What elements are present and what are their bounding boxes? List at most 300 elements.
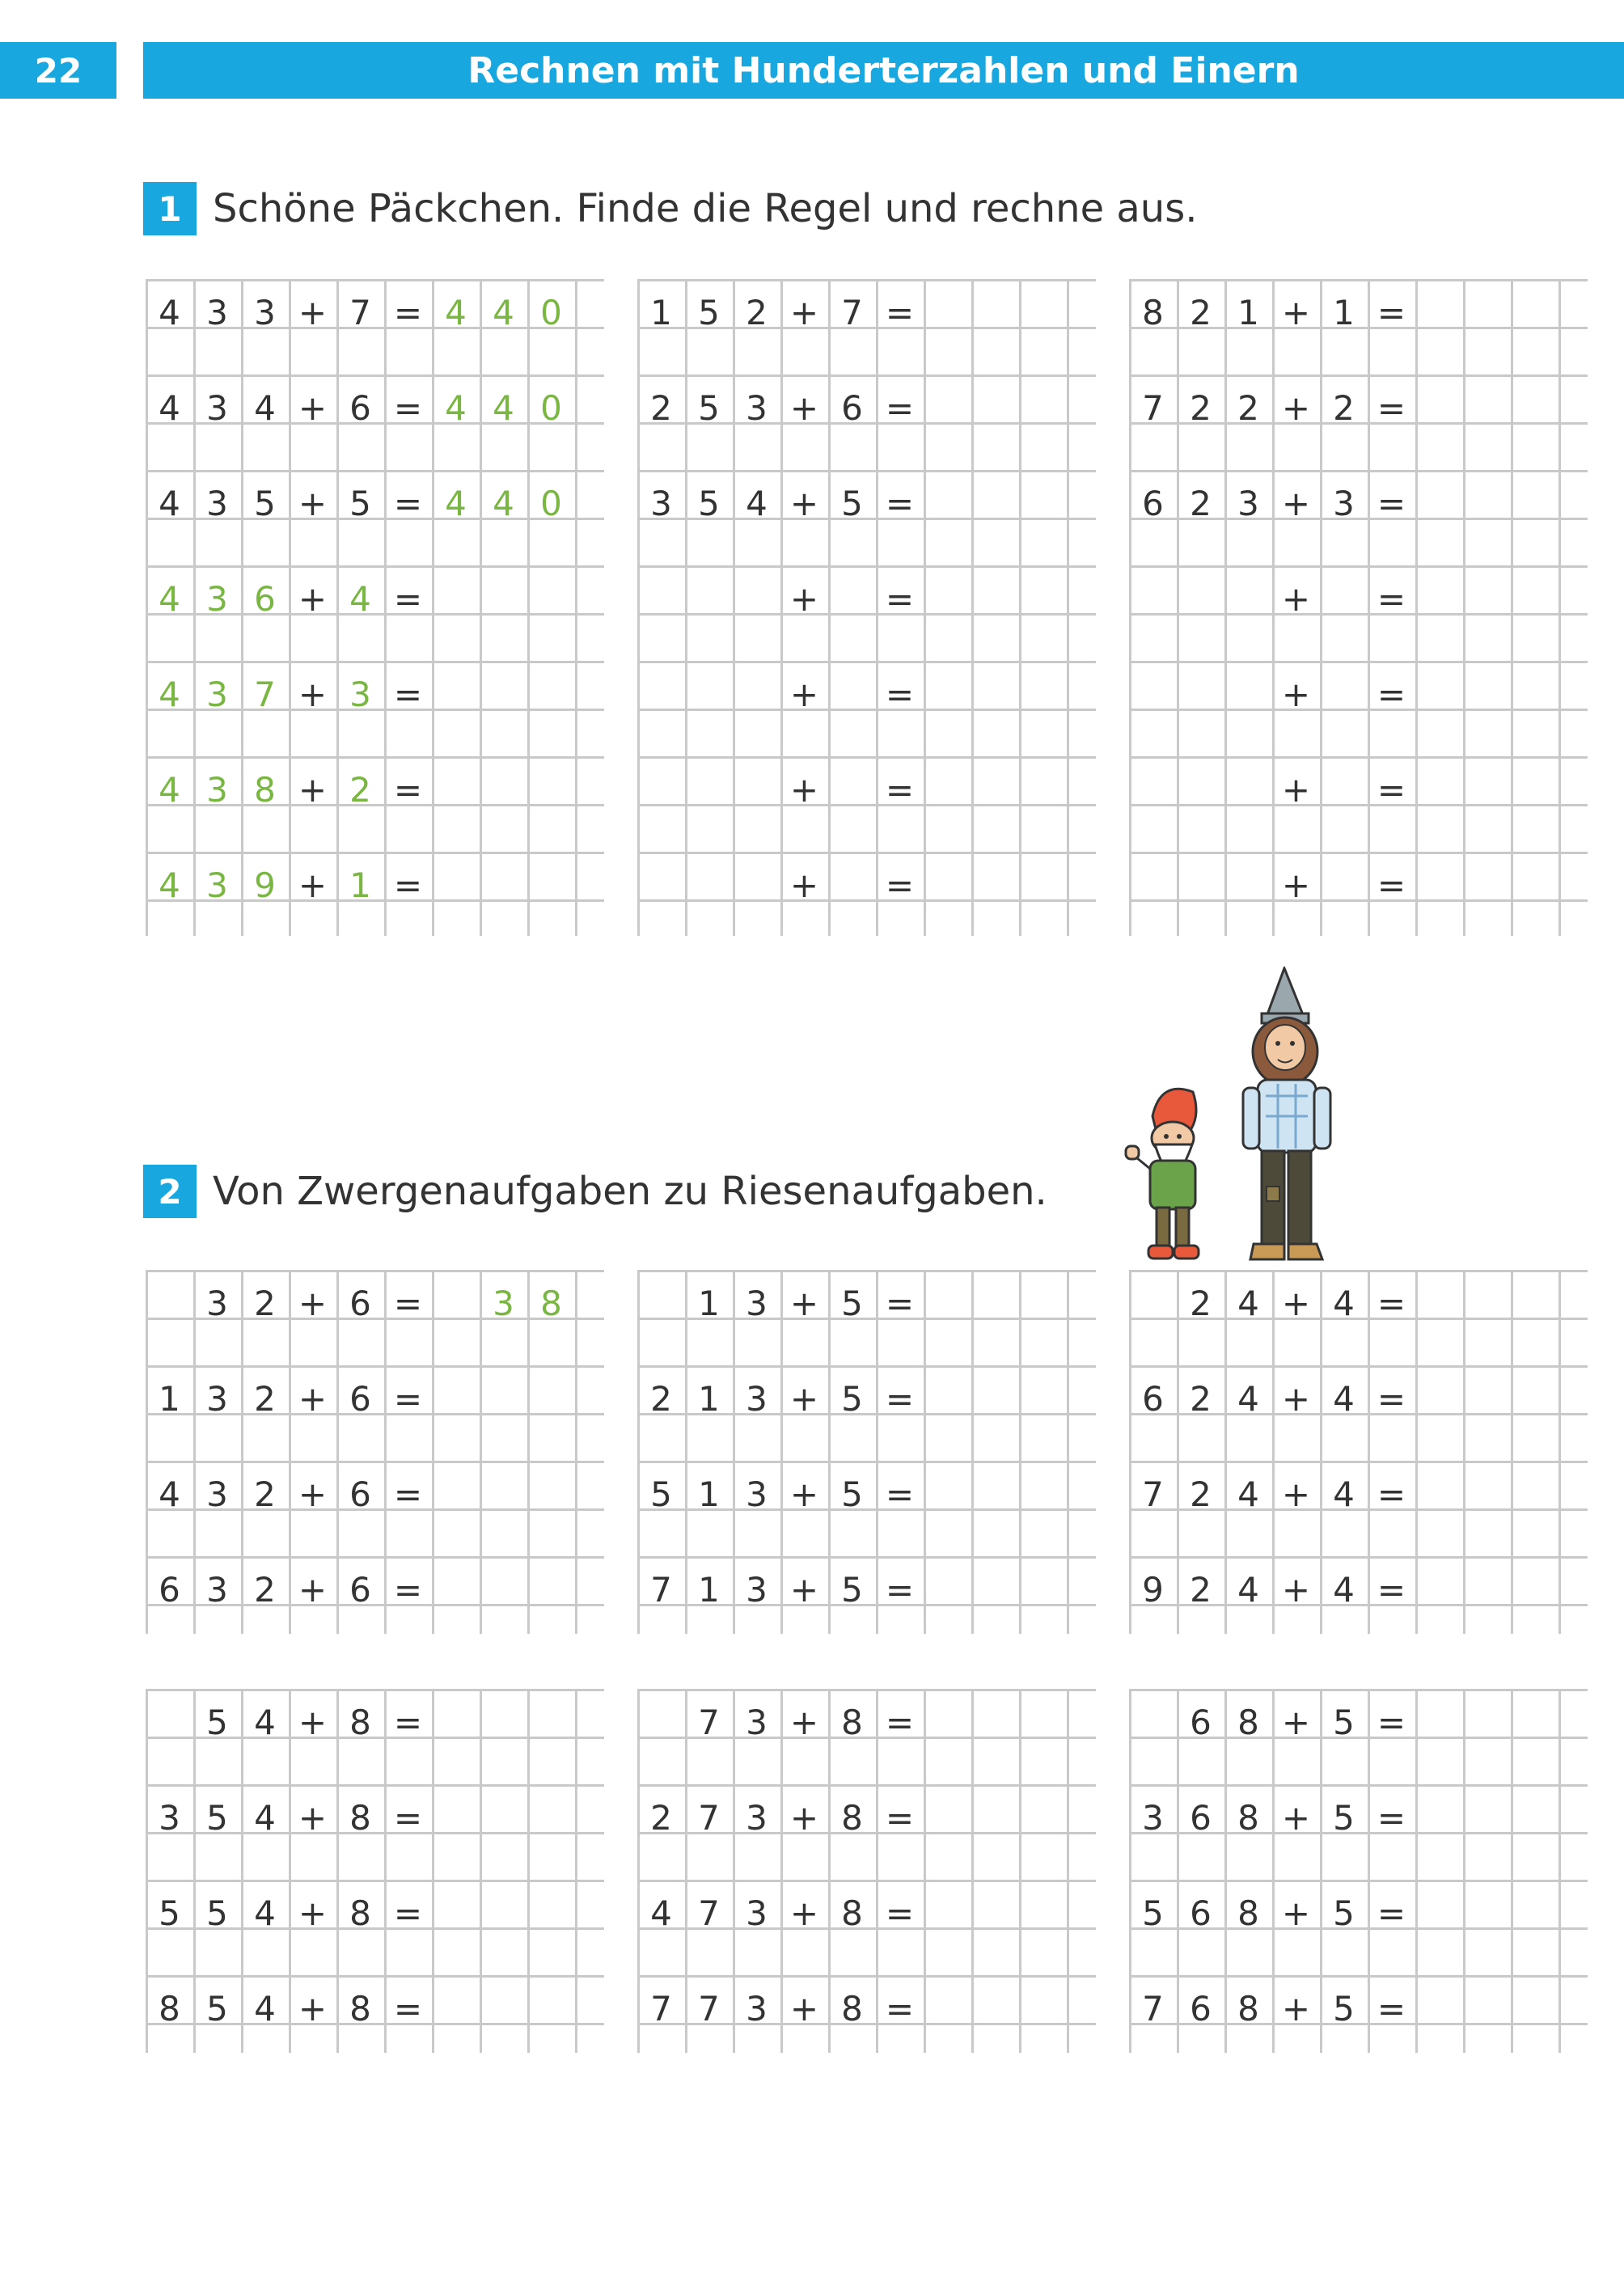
digit-cell: +	[298, 1893, 328, 1933]
digit-cell: 1	[698, 1284, 720, 1323]
digit-cell: 3	[746, 1893, 768, 1933]
empty-cell[interactable]	[527, 1889, 575, 1937]
empty-cell[interactable]	[527, 671, 575, 718]
empty-cell[interactable]	[685, 861, 733, 909]
task-2-number: 2	[143, 1165, 197, 1218]
empty-cell[interactable]	[1511, 289, 1558, 336]
equation-row	[637, 480, 1067, 527]
empty-cell[interactable]	[1019, 1280, 1067, 1327]
empty-cell[interactable]	[432, 1985, 480, 2033]
digit-cell: 7	[1142, 388, 1164, 428]
empty-cell[interactable]	[432, 575, 480, 623]
empty-cell[interactable]	[480, 861, 527, 909]
empty-cell[interactable]	[1019, 1375, 1067, 1423]
digit-cell: 4	[254, 1798, 276, 1838]
equation-row	[637, 575, 1067, 623]
equation-row	[146, 289, 575, 336]
digit-cell: 4	[254, 1893, 276, 1933]
empty-cell[interactable]	[1415, 671, 1463, 718]
digit-cell: =	[885, 1570, 915, 1610]
digit-cell: =	[393, 1570, 423, 1610]
digit-cell: +	[298, 1284, 328, 1323]
empty-cell[interactable]	[924, 1794, 971, 1842]
equation-row	[1129, 766, 1558, 814]
empty-cell[interactable]	[971, 289, 1019, 336]
empty-cell[interactable]	[432, 1699, 480, 1746]
task-1-number: 1	[143, 182, 197, 235]
empty-cell[interactable]	[971, 384, 1019, 432]
digit-cell: =	[393, 293, 423, 332]
empty-cell[interactable]	[1320, 766, 1368, 814]
equation-row	[146, 1280, 575, 1327]
empty-cell[interactable]	[971, 1470, 1019, 1518]
empty-cell[interactable]	[1511, 1794, 1558, 1842]
digit-cell: =	[885, 388, 915, 428]
empty-cell[interactable]	[527, 1794, 575, 1842]
empty-cell[interactable]	[1320, 671, 1368, 718]
empty-cell[interactable]	[924, 384, 971, 432]
empty-cell[interactable]	[1019, 1470, 1067, 1518]
digit-cell: 8	[159, 1989, 180, 2029]
empty-cell[interactable]	[1511, 1566, 1558, 1614]
digit-cell: 3	[206, 1570, 228, 1610]
digit-cell: +	[789, 293, 819, 332]
empty-cell[interactable]	[1415, 289, 1463, 336]
digit-cell: 5	[841, 484, 863, 523]
digit-cell: 1	[1333, 293, 1355, 332]
digit-cell: +	[298, 865, 328, 905]
digit-cell: 4	[159, 388, 180, 428]
empty-cell[interactable]	[971, 575, 1019, 623]
empty-cell[interactable]	[480, 1699, 527, 1746]
digit-cell: 3	[206, 388, 228, 428]
empty-cell[interactable]	[924, 1470, 971, 1518]
empty-cell[interactable]	[1019, 1985, 1067, 2033]
empty-cell[interactable]	[1463, 1375, 1511, 1423]
digit-cell: 2	[254, 1570, 276, 1610]
digit-cell: +	[789, 675, 819, 714]
digit-cell: 0	[540, 388, 562, 428]
digit-cell: 5	[206, 1893, 228, 1933]
empty-cell[interactable]	[1415, 861, 1463, 909]
digit-cell: 7	[698, 1989, 720, 2029]
digit-cell: +	[298, 1474, 328, 1514]
empty-cell[interactable]	[146, 1280, 193, 1327]
digit-cell: 2	[254, 1379, 276, 1419]
digit-cell: +	[1281, 1284, 1311, 1323]
digit-cell: +	[789, 865, 819, 905]
empty-cell[interactable]	[828, 575, 876, 623]
digit-cell: 2	[1237, 388, 1259, 428]
empty-cell[interactable]	[432, 1470, 480, 1518]
equation-row	[1129, 1470, 1558, 1518]
empty-cell[interactable]	[1511, 575, 1558, 623]
empty-cell[interactable]	[1019, 671, 1067, 718]
digit-cell: =	[885, 1474, 915, 1514]
digit-cell: =	[1377, 484, 1406, 523]
empty-cell[interactable]	[1463, 1794, 1511, 1842]
empty-cell[interactable]	[733, 861, 780, 909]
equation-row	[1129, 1375, 1558, 1423]
empty-cell[interactable]	[1019, 1794, 1067, 1842]
digit-cell: 5	[1142, 1893, 1164, 1933]
empty-cell[interactable]	[971, 766, 1019, 814]
empty-cell[interactable]	[1129, 575, 1177, 623]
digit-cell: 5	[841, 1474, 863, 1514]
digit-cell: 7	[650, 1989, 672, 2029]
empty-cell[interactable]	[1463, 1985, 1511, 2033]
empty-cell[interactable]	[1463, 384, 1511, 432]
empty-cell[interactable]	[480, 1985, 527, 2033]
digit-cell: 5	[841, 1570, 863, 1610]
digit-cell: 7	[698, 1703, 720, 1742]
empty-cell[interactable]	[733, 766, 780, 814]
digit-cell: +	[789, 1379, 819, 1419]
digit-cell: 3	[746, 1474, 768, 1514]
empty-cell[interactable]	[971, 1985, 1019, 2033]
digit-cell: 3	[746, 1570, 768, 1610]
digit-cell: +	[298, 1570, 328, 1610]
empty-cell[interactable]	[432, 1375, 480, 1423]
empty-cell[interactable]	[685, 575, 733, 623]
empty-cell[interactable]	[527, 575, 575, 623]
digit-cell: =	[393, 1703, 423, 1742]
empty-cell[interactable]	[1129, 1699, 1177, 1746]
digit-cell: =	[393, 579, 423, 619]
empty-cell[interactable]	[637, 1280, 685, 1327]
empty-cell[interactable]	[1415, 1889, 1463, 1937]
empty-cell[interactable]	[971, 1794, 1019, 1842]
empty-cell[interactable]	[1019, 1699, 1067, 1746]
equation-row	[1129, 1889, 1558, 1937]
empty-cell[interactable]	[685, 671, 733, 718]
empty-cell[interactable]	[924, 1985, 971, 2033]
empty-cell[interactable]	[1415, 1699, 1463, 1746]
digit-cell: 6	[349, 1474, 371, 1514]
empty-cell[interactable]	[924, 1280, 971, 1327]
empty-cell[interactable]	[685, 766, 733, 814]
digit-cell: 2	[1190, 484, 1212, 523]
empty-cell[interactable]	[1463, 480, 1511, 527]
empty-cell[interactable]	[1463, 575, 1511, 623]
empty-cell[interactable]	[733, 575, 780, 623]
equation-row	[637, 1375, 1067, 1423]
digit-cell: 3	[650, 484, 672, 523]
empty-cell[interactable]	[971, 480, 1019, 527]
equation-row	[146, 575, 575, 623]
digit-cell: 5	[1333, 1893, 1355, 1933]
equation-row	[637, 1566, 1067, 1614]
digit-cell: 5	[1333, 1989, 1355, 2029]
empty-cell[interactable]	[432, 1280, 480, 1327]
digit-cell: +	[789, 1989, 819, 2029]
digit-cell: =	[393, 388, 423, 428]
task-2-grid-bottom-right	[1129, 1689, 1588, 2053]
digit-cell: 1	[1237, 293, 1259, 332]
empty-cell[interactable]	[527, 861, 575, 909]
equation-row	[1129, 1794, 1558, 1842]
empty-cell[interactable]	[480, 1375, 527, 1423]
digit-cell: 7	[698, 1893, 720, 1933]
digit-cell: 2	[650, 1379, 672, 1419]
digit-cell: +	[298, 293, 328, 332]
empty-cell[interactable]	[432, 766, 480, 814]
digit-cell: +	[298, 1798, 328, 1838]
empty-cell[interactable]	[733, 671, 780, 718]
empty-cell[interactable]	[480, 671, 527, 718]
digit-cell: 2	[254, 1284, 276, 1323]
empty-cell[interactable]	[146, 1699, 193, 1746]
empty-cell[interactable]	[1463, 671, 1511, 718]
empty-cell[interactable]	[971, 1566, 1019, 1614]
digit-cell: 4	[1333, 1284, 1355, 1323]
empty-cell[interactable]	[1511, 1470, 1558, 1518]
digit-cell: +	[1281, 1474, 1311, 1514]
digit-cell: 4	[254, 1703, 276, 1742]
digit-cell: 6	[159, 1570, 180, 1610]
empty-cell[interactable]	[924, 1375, 971, 1423]
empty-cell[interactable]	[1177, 766, 1224, 814]
empty-cell[interactable]	[1177, 575, 1224, 623]
task-1-header	[143, 182, 1197, 235]
empty-cell[interactable]	[1463, 861, 1511, 909]
equation-row	[637, 289, 1067, 336]
empty-cell[interactable]	[1129, 671, 1177, 718]
digit-cell: 4	[1237, 1570, 1259, 1610]
digit-cell: +	[298, 484, 328, 523]
empty-cell[interactable]	[924, 1889, 971, 1937]
empty-cell[interactable]	[1463, 1566, 1511, 1614]
empty-cell[interactable]	[637, 671, 685, 718]
empty-cell[interactable]	[527, 1375, 575, 1423]
digit-cell: 6	[1142, 1379, 1164, 1419]
digit-cell: 4	[650, 1893, 672, 1933]
empty-cell[interactable]	[1320, 575, 1368, 623]
digit-cell: =	[1377, 1284, 1406, 1323]
empty-cell[interactable]	[1511, 1699, 1558, 1746]
equation-row	[146, 766, 575, 814]
digit-cell: =	[393, 1989, 423, 2029]
empty-cell[interactable]	[971, 861, 1019, 909]
empty-cell[interactable]	[1415, 1566, 1463, 1614]
digit-cell: +	[1281, 1570, 1311, 1610]
empty-cell[interactable]	[527, 766, 575, 814]
empty-cell[interactable]	[1019, 1889, 1067, 1937]
empty-cell[interactable]	[924, 766, 971, 814]
empty-cell[interactable]	[924, 861, 971, 909]
digit-cell: 5	[159, 1893, 180, 1933]
empty-cell[interactable]	[1415, 480, 1463, 527]
empty-cell[interactable]	[971, 671, 1019, 718]
digit-cell: =	[1377, 1989, 1406, 2029]
empty-cell[interactable]	[1320, 861, 1368, 909]
empty-cell[interactable]	[1415, 1470, 1463, 1518]
task-2-header	[143, 1165, 1047, 1218]
empty-cell[interactable]	[527, 1985, 575, 2033]
gnome-and-giant-illustration	[1124, 967, 1391, 1290]
empty-cell[interactable]	[1415, 1375, 1463, 1423]
empty-cell[interactable]	[1463, 1889, 1511, 1937]
equation-row	[1129, 1566, 1558, 1614]
empty-cell[interactable]	[1463, 766, 1511, 814]
digit-cell: 3	[206, 484, 228, 523]
digit-cell: 5	[349, 484, 371, 523]
digit-cell: +	[298, 770, 328, 810]
digit-cell: =	[885, 484, 915, 523]
empty-cell[interactable]	[480, 1470, 527, 1518]
empty-cell[interactable]	[1511, 1985, 1558, 2033]
task-2-instruction: Von Zwergenaufgaben zu Riesenaufgaben.	[213, 1169, 1047, 1214]
empty-cell[interactable]	[1019, 384, 1067, 432]
empty-cell[interactable]	[1415, 384, 1463, 432]
empty-cell[interactable]	[432, 671, 480, 718]
equation-row	[146, 671, 575, 718]
empty-cell[interactable]	[1177, 861, 1224, 909]
empty-cell[interactable]	[828, 671, 876, 718]
empty-cell[interactable]	[1415, 1794, 1463, 1842]
empty-cell[interactable]	[1224, 575, 1272, 623]
empty-cell[interactable]	[1177, 671, 1224, 718]
empty-cell[interactable]	[1019, 480, 1067, 527]
empty-cell[interactable]	[1511, 671, 1558, 718]
equation-row	[1129, 1699, 1558, 1746]
digit-cell: =	[885, 1379, 915, 1419]
empty-cell[interactable]	[432, 1794, 480, 1842]
digit-cell: =	[393, 770, 423, 810]
empty-cell[interactable]	[480, 1889, 527, 1937]
task-2-grid-top-middle	[637, 1270, 1096, 1634]
empty-cell[interactable]	[971, 1280, 1019, 1327]
empty-cell[interactable]	[1129, 861, 1177, 909]
empty-cell[interactable]	[1019, 861, 1067, 909]
empty-cell[interactable]	[480, 1794, 527, 1842]
digit-cell: +	[1281, 865, 1311, 905]
digit-cell: =	[1377, 1703, 1406, 1742]
empty-cell[interactable]	[828, 766, 876, 814]
empty-cell[interactable]	[971, 1889, 1019, 1937]
digit-cell: 3	[746, 1798, 768, 1838]
empty-cell[interactable]	[1224, 766, 1272, 814]
page-title: Rechnen mit Hunderterzahlen und Einern	[143, 42, 1624, 99]
digit-cell: 4	[445, 484, 467, 523]
empty-cell[interactable]	[1511, 766, 1558, 814]
empty-cell[interactable]	[924, 575, 971, 623]
empty-cell[interactable]	[924, 480, 971, 527]
empty-cell[interactable]	[1415, 575, 1463, 623]
digit-cell: 1	[349, 865, 371, 905]
empty-cell[interactable]	[1463, 1470, 1511, 1518]
digit-cell: =	[885, 865, 915, 905]
empty-cell[interactable]	[1019, 575, 1067, 623]
empty-cell[interactable]	[924, 1566, 971, 1614]
empty-cell[interactable]	[1511, 1280, 1558, 1327]
digit-cell: 5	[206, 1989, 228, 2029]
empty-cell[interactable]	[1511, 384, 1558, 432]
digit-cell: =	[1377, 388, 1406, 428]
digit-cell: 5	[698, 293, 720, 332]
digit-cell: 8	[1237, 1893, 1259, 1933]
task-2-grid-top-right	[1129, 1270, 1588, 1634]
empty-cell[interactable]	[1224, 671, 1272, 718]
equation-row	[146, 1699, 575, 1746]
empty-cell[interactable]	[924, 671, 971, 718]
empty-cell[interactable]	[480, 575, 527, 623]
empty-cell[interactable]	[971, 1699, 1019, 1746]
empty-cell[interactable]	[432, 861, 480, 909]
empty-cell[interactable]	[1463, 1699, 1511, 1746]
equation-row	[637, 1280, 1067, 1327]
empty-cell[interactable]	[1415, 1280, 1463, 1327]
empty-cell[interactable]	[1511, 1375, 1558, 1423]
empty-cell[interactable]	[1511, 1889, 1558, 1937]
digit-cell: 6	[1190, 1798, 1212, 1838]
equation-row	[1129, 384, 1558, 432]
empty-cell[interactable]	[924, 289, 971, 336]
empty-cell[interactable]	[1511, 861, 1558, 909]
digit-cell: +	[1281, 484, 1311, 523]
digit-cell: =	[885, 675, 915, 714]
empty-cell[interactable]	[480, 766, 527, 814]
equation-row	[146, 1889, 575, 1937]
empty-cell[interactable]	[828, 861, 876, 909]
empty-cell[interactable]	[527, 1470, 575, 1518]
empty-cell[interactable]	[637, 1699, 685, 1746]
empty-cell[interactable]	[637, 861, 685, 909]
digit-cell: 2	[1190, 1570, 1212, 1610]
digit-cell: =	[1377, 579, 1406, 619]
equation-row	[637, 384, 1067, 432]
empty-cell[interactable]	[1224, 861, 1272, 909]
digit-cell: 1	[698, 1379, 720, 1419]
empty-cell[interactable]	[1463, 1280, 1511, 1327]
digit-cell: =	[885, 579, 915, 619]
equation-row	[637, 1794, 1067, 1842]
equation-row	[1129, 671, 1558, 718]
digit-cell: 8	[841, 1989, 863, 2029]
empty-cell[interactable]	[527, 1699, 575, 1746]
empty-cell[interactable]	[924, 1699, 971, 1746]
empty-cell[interactable]	[637, 766, 685, 814]
empty-cell[interactable]	[432, 1566, 480, 1614]
giant-figure	[1243, 968, 1330, 1259]
digit-cell: 4	[159, 865, 180, 905]
digit-cell: 4	[254, 388, 276, 428]
digit-cell: 4	[493, 484, 514, 523]
digit-cell: 5	[650, 1474, 672, 1514]
empty-cell[interactable]	[1415, 1985, 1463, 2033]
empty-cell[interactable]	[1019, 289, 1067, 336]
digit-cell: 5	[698, 388, 720, 428]
digit-cell: +	[298, 1989, 328, 2029]
digit-cell: 4	[445, 388, 467, 428]
empty-cell[interactable]	[1511, 480, 1558, 527]
digit-cell: 6	[254, 579, 276, 619]
empty-cell[interactable]	[1019, 1566, 1067, 1614]
equation-row	[146, 384, 575, 432]
digit-cell: 3	[206, 1379, 228, 1419]
empty-cell[interactable]	[527, 1566, 575, 1614]
empty-cell[interactable]	[432, 1889, 480, 1937]
digit-cell: =	[885, 1893, 915, 1933]
empty-cell[interactable]	[1415, 766, 1463, 814]
empty-cell[interactable]	[971, 1375, 1019, 1423]
empty-cell[interactable]	[637, 575, 685, 623]
empty-cell[interactable]	[480, 1566, 527, 1614]
empty-cell[interactable]	[1463, 289, 1511, 336]
empty-cell[interactable]	[1019, 766, 1067, 814]
empty-cell[interactable]	[1129, 766, 1177, 814]
digit-cell: 6	[1190, 1989, 1212, 2029]
